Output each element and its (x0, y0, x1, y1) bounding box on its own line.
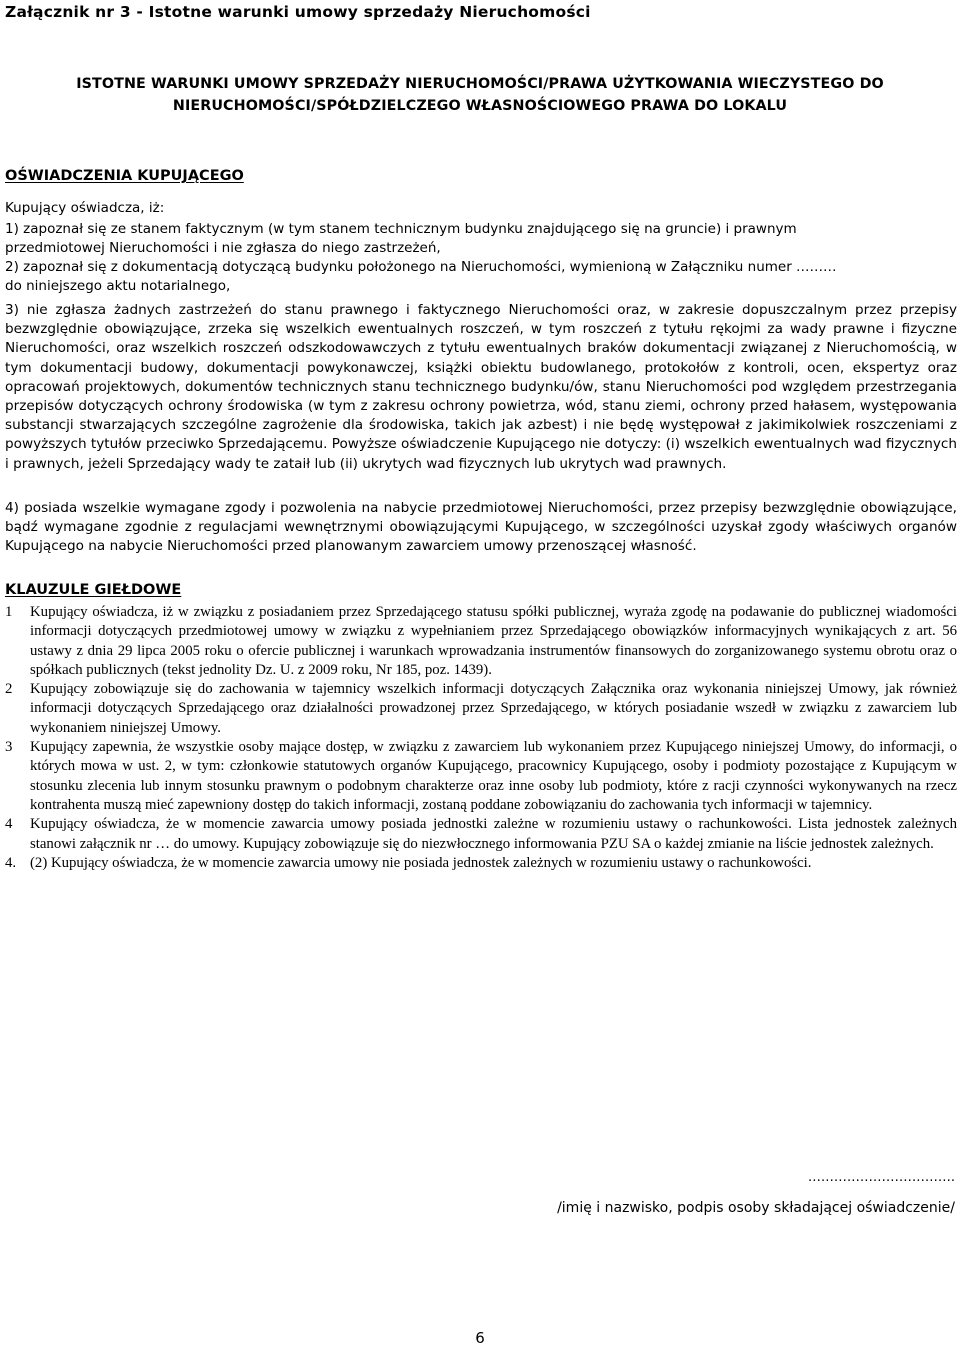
intro-line: 1) zapoznał się ze stanem faktycznym (w tym stanem technicznym budynku znajdującego się na gruncie) i prawnym (5, 221, 797, 237)
signature-line: ……………………………. (807, 1170, 955, 1185)
buyer-statement-point-4: 4) posiada wszelkie wymagane zgody i pozwolenia na nabycie przedmiotowej Nieruchomości, przez przepisy bezwzględnie obowiązujące, bądź wymagane zgodnie z regulacjami wewnętrznymi obowiązującymi Kupującego, w szczególności uzyskał zgody właściwych organów Kupującego na nabycie Nieruchomości przed planowanym zawarciem umowy przenoszącej własność. (5, 500, 957, 555)
clause-number: 4. (5, 854, 17, 871)
main-title-line-2: NIERUCHOMOŚCI/SPÓŁDZIELCZEGO WŁASNOŚCIOWEGO PRAWA DO LOKALU (172, 98, 788, 114)
buyer-statement-point-3: 3) nie zgłasza żadnych zastrzeżeń do stanu prawnego i faktycznego Nieruchomości oraz, w zakresie dopuszczalnym przez przepisy bezwzględnie obowiązujące, zrzeka się wszelkich ewentualnych roszczeń, w tym roszczeń z tytułu rękojmi za wady prawne i fizyczne Nieruchomości, oraz wszelkich roszczeń odszkodowawczych z tytułu ewentualnych braków dokumentacji związanej z Nieruchomością, w tym dokumentacji budowy, dokumentacji powykonawczej, książki obiektu budowlanego, protokołów z kontroli, ocen, ekspertyz oraz opracowań projektowych, dokumentów technicznych stanu technicznego budynku/ów, stanu Nieruchomości pod względem przestrzegania przepisów dotyczących ochrony środowiska (w tym z zakresu ochrony powietrza, wód, stanu ziemi, ochrony przed hałasem, występowania substancji stwarzających szczególne zagrożenie dla środowiska, takich jak azbest) i nie będę występował z jakimikolwiek roszczeniami z powyższych tytułów przeciwko Sprzedającemu. Powyższe oświadczenie Kupującego nie dotyczy: (i) wszelkich ewentualnych wad fizycznych i prawnych, jeżeli Sprzedający wady te zataił lub (ii) ukrytych wad fizycznych lub ukrytych wad prawnych. (5, 302, 957, 472)
intro-line: 2) zapoznał się z dokumentacją dotyczącą budynku położonego na Nieruchomości, wymienioną w Załączniku numer ……… (5, 259, 837, 275)
section-heading-klauzule: KLAUZULE GIEŁDOWE (5, 582, 182, 598)
clause-number: 1 (5, 604, 13, 620)
signature-caption: /imię i nazwisko, podpis osoby składającej oświadczenie/ (557, 1200, 955, 1216)
main-title-line-1: ISTOTNE WARUNKI UMOWY SPRZEDAŻY NIERUCHOMOŚCI/PRAWA UŻYTKOWANIA WIECZYSTEGO DO (76, 76, 884, 92)
clause-text: Kupujący oświadcza, że w momencie zawarcia umowy posiada jednostki zależne w rozumieniu ustawy o rachunkowości. Lista jednostek zależnych stanowi załącznik nr … do umowy. Kupujący zobowiązuje się do niezwłocznego informowania PZU SA o każdej zmianie na liście jednostek zależnych. (30, 816, 957, 852)
clause-text: Kupujący zapewnia, że wszystkie osoby mające dostęp, w związku z zawarciem lub wykonaniem przez Kupującego niniejszej Umowy, do informacji, o których mowa w ust. 2, w tym: członkowie statutowych organów Kupującego, pracownicy Kupującego, osoby i podmioty pozostające z Kupującym w stosunku zlecenia lub innym stosunku prawnym o podobnym charakterze oraz inne osoby lub podmioty, które z racji czynności wykonywanych na rzecz kontrahenta muszą mieć zapewniony dostęp do takich informacji, zostaną poddane zobowiązaniu do zachowania tych informacji w tajemnicy. (30, 739, 957, 813)
exchange-clauses-list (5, 603, 957, 873)
page-number: 6 (475, 1329, 485, 1347)
section-heading-oswiadczenia: OŚWIADCZENIA KUPUJĄCEGO (5, 168, 244, 184)
document-main-title (30, 73, 930, 117)
clause-number: 2 (5, 681, 13, 698)
clause-item (5, 603, 957, 680)
clause-number: 3 (5, 739, 13, 756)
clause-item (5, 854, 957, 873)
clause-text: Kupujący oświadcza, iż w związku z posiadaniem przez Sprzedającego statusu spółki publicznej, wyraża zgodę na podawanie do publicznej wiadomości informacji dotyczących przedmiotowej umowy w związku z wypełnianiem przez Sprzedającego obowiązków informacyjnych wynikających z art. 56 ustawy z dnia 29 lipca 2005 roku o ofercie publicznej i warunkach wprowadzania instrumentów finansowych do zorganizowanego systemu obrotu oraz o spółkach publicznych (tekst jednolity Dz. U. z 2009 roku, Nr 185, poz. 1439). (30, 604, 957, 678)
clause-item (5, 815, 957, 854)
intro-line: Kupujący oświadcza, iż: (5, 200, 165, 216)
clause-text: Kupujący zobowiązuje się do zachowania w tajemnicy wszelkich informacji dotyczących Załącznika oraz wykonania niniejszej Umowy, jak również informacji dotyczących Sprzedającego oraz działalności prowadzonej przez Sprzedającego, w których posiadanie wszedł w związku z zawarciem lub wykonaniem niniejszej Umowy. (30, 681, 957, 736)
clause-item (5, 738, 957, 815)
attachment-header: Załącznik nr 3 - Istotne warunki umowy sprzedaży Nieruchomości (5, 3, 591, 21)
intro-line: przedmiotowej Nieruchomości i nie zgłasza do niego zastrzeżeń, (5, 240, 441, 256)
intro-line: do niniejszego aktu notarialnego, (5, 278, 231, 294)
clause-item (5, 680, 957, 738)
clause-text: (2) Kupujący oświadcza, że w momencie zawarcia umowy nie posiada jednostek zależnych w rozumieniu ustawy o rachunkowości. (30, 854, 812, 871)
buyer-statement-intro (5, 199, 957, 296)
clause-number: 4 (5, 816, 13, 833)
